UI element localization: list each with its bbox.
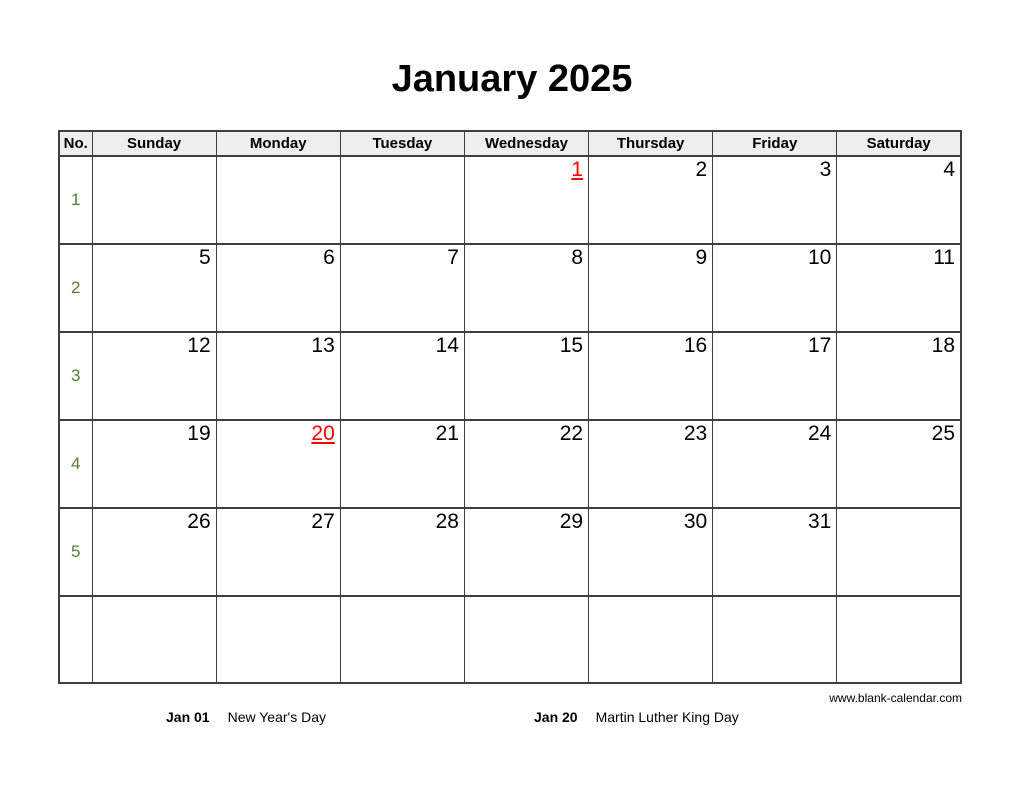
day-number: 4 <box>943 158 955 181</box>
col-header-thursday: Thursday <box>589 131 713 156</box>
day-cell <box>589 156 713 244</box>
day-cell <box>216 332 340 420</box>
day-cell <box>713 420 837 508</box>
day-cell <box>464 244 588 332</box>
day-number: 2 <box>695 158 708 181</box>
week-row-2 <box>59 244 961 332</box>
day-number: 5 <box>198 246 211 269</box>
day-cell <box>713 596 837 683</box>
day-number: 28 <box>435 510 459 533</box>
col-header-saturday: Saturday <box>837 131 961 156</box>
day-cell <box>713 332 837 420</box>
day-number: 21 <box>435 422 459 445</box>
week-row-empty <box>59 596 961 683</box>
day-cell <box>92 156 216 244</box>
day-cell <box>340 156 464 244</box>
holiday-name: New Year's Day <box>227 709 326 725</box>
week-row-4 <box>59 420 961 508</box>
col-header-tuesday: Tuesday <box>340 131 464 156</box>
day-number: 9 <box>695 246 708 269</box>
day-number: 29 <box>559 510 584 533</box>
day-number: 3 <box>819 158 832 181</box>
page-title: January 2025 <box>391 58 633 100</box>
day-cell <box>464 332 588 420</box>
day-number: 30 <box>683 510 708 533</box>
day-cell <box>589 420 713 508</box>
day-number: 25 <box>931 422 955 445</box>
day-cell <box>713 156 837 244</box>
day-number: 19 <box>187 422 211 445</box>
day-cell <box>340 596 464 683</box>
week-number: 3 <box>71 366 81 385</box>
day-number: 20 <box>311 422 335 445</box>
day-cell <box>464 156 588 244</box>
day-cell <box>340 332 464 420</box>
week-number: 5 <box>71 542 81 561</box>
day-cell <box>837 156 961 244</box>
day-cell <box>92 420 216 508</box>
day-cell <box>92 244 216 332</box>
day-number: 15 <box>559 334 584 357</box>
day-number: 1 <box>571 158 584 181</box>
week-number: 2 <box>71 278 81 297</box>
holiday-date: Jan 01 <box>166 709 210 725</box>
col-header-sunday: Sunday <box>92 131 216 156</box>
day-number: 22 <box>559 422 584 445</box>
day-cell <box>837 244 961 332</box>
day-cell <box>340 508 464 596</box>
day-cell <box>837 596 961 683</box>
day-number: 23 <box>683 422 708 445</box>
day-number: 18 <box>931 334 955 357</box>
day-cell <box>713 508 837 596</box>
week-number-cell <box>59 508 92 596</box>
day-cell <box>92 596 216 683</box>
day-cell <box>464 596 588 683</box>
week-row-1 <box>59 156 961 244</box>
col-header-friday: Friday <box>713 131 837 156</box>
week-number-cell <box>59 156 92 244</box>
day-cell <box>216 508 340 596</box>
calendar-header-row <box>59 131 961 156</box>
day-number: 12 <box>187 334 211 357</box>
day-number: 14 <box>435 334 459 357</box>
day-cell <box>216 156 340 244</box>
holiday-entry-new-years <box>166 709 326 725</box>
day-number: 26 <box>187 510 211 533</box>
day-number: 11 <box>933 246 955 269</box>
day-cell <box>464 508 588 596</box>
day-number: 6 <box>323 246 335 269</box>
day-cell <box>589 596 713 683</box>
day-cell <box>464 420 588 508</box>
day-cell <box>92 332 216 420</box>
day-number: 24 <box>807 422 832 445</box>
holiday-name: Martin Luther King Day <box>595 709 739 725</box>
day-number: 7 <box>447 246 459 269</box>
col-header-week-no: No. <box>59 131 92 156</box>
website-credit: www.blank-calendar.com <box>829 691 962 705</box>
day-number: 17 <box>807 334 832 357</box>
week-number: 1 <box>71 190 81 209</box>
week-number-cell <box>59 244 92 332</box>
col-header-wednesday: Wednesday <box>464 131 588 156</box>
day-cell <box>216 420 340 508</box>
day-number: 10 <box>807 246 832 269</box>
day-cell <box>837 332 961 420</box>
holiday-date: Jan 20 <box>534 709 578 725</box>
day-cell <box>340 244 464 332</box>
day-cell <box>216 596 340 683</box>
day-cell <box>216 244 340 332</box>
day-cell <box>340 420 464 508</box>
day-cell <box>589 244 713 332</box>
day-cell <box>837 420 961 508</box>
week-number-cell <box>59 596 92 683</box>
week-number-cell <box>59 332 92 420</box>
calendar-table <box>58 130 962 684</box>
day-cell <box>589 332 713 420</box>
day-cell <box>713 244 837 332</box>
day-cell <box>589 508 713 596</box>
day-number: 13 <box>311 334 335 357</box>
col-header-monday: Monday <box>216 131 340 156</box>
week-number-cell <box>59 420 92 508</box>
day-cell <box>837 508 961 596</box>
day-number: 16 <box>683 334 708 357</box>
day-number: 27 <box>311 510 335 533</box>
day-cell <box>92 508 216 596</box>
week-row-3 <box>59 332 961 420</box>
week-number: 4 <box>71 454 81 473</box>
day-number: 8 <box>571 246 584 269</box>
week-row-5 <box>59 508 961 596</box>
day-number: 31 <box>807 510 832 533</box>
holiday-entry-mlk-day <box>534 709 739 725</box>
